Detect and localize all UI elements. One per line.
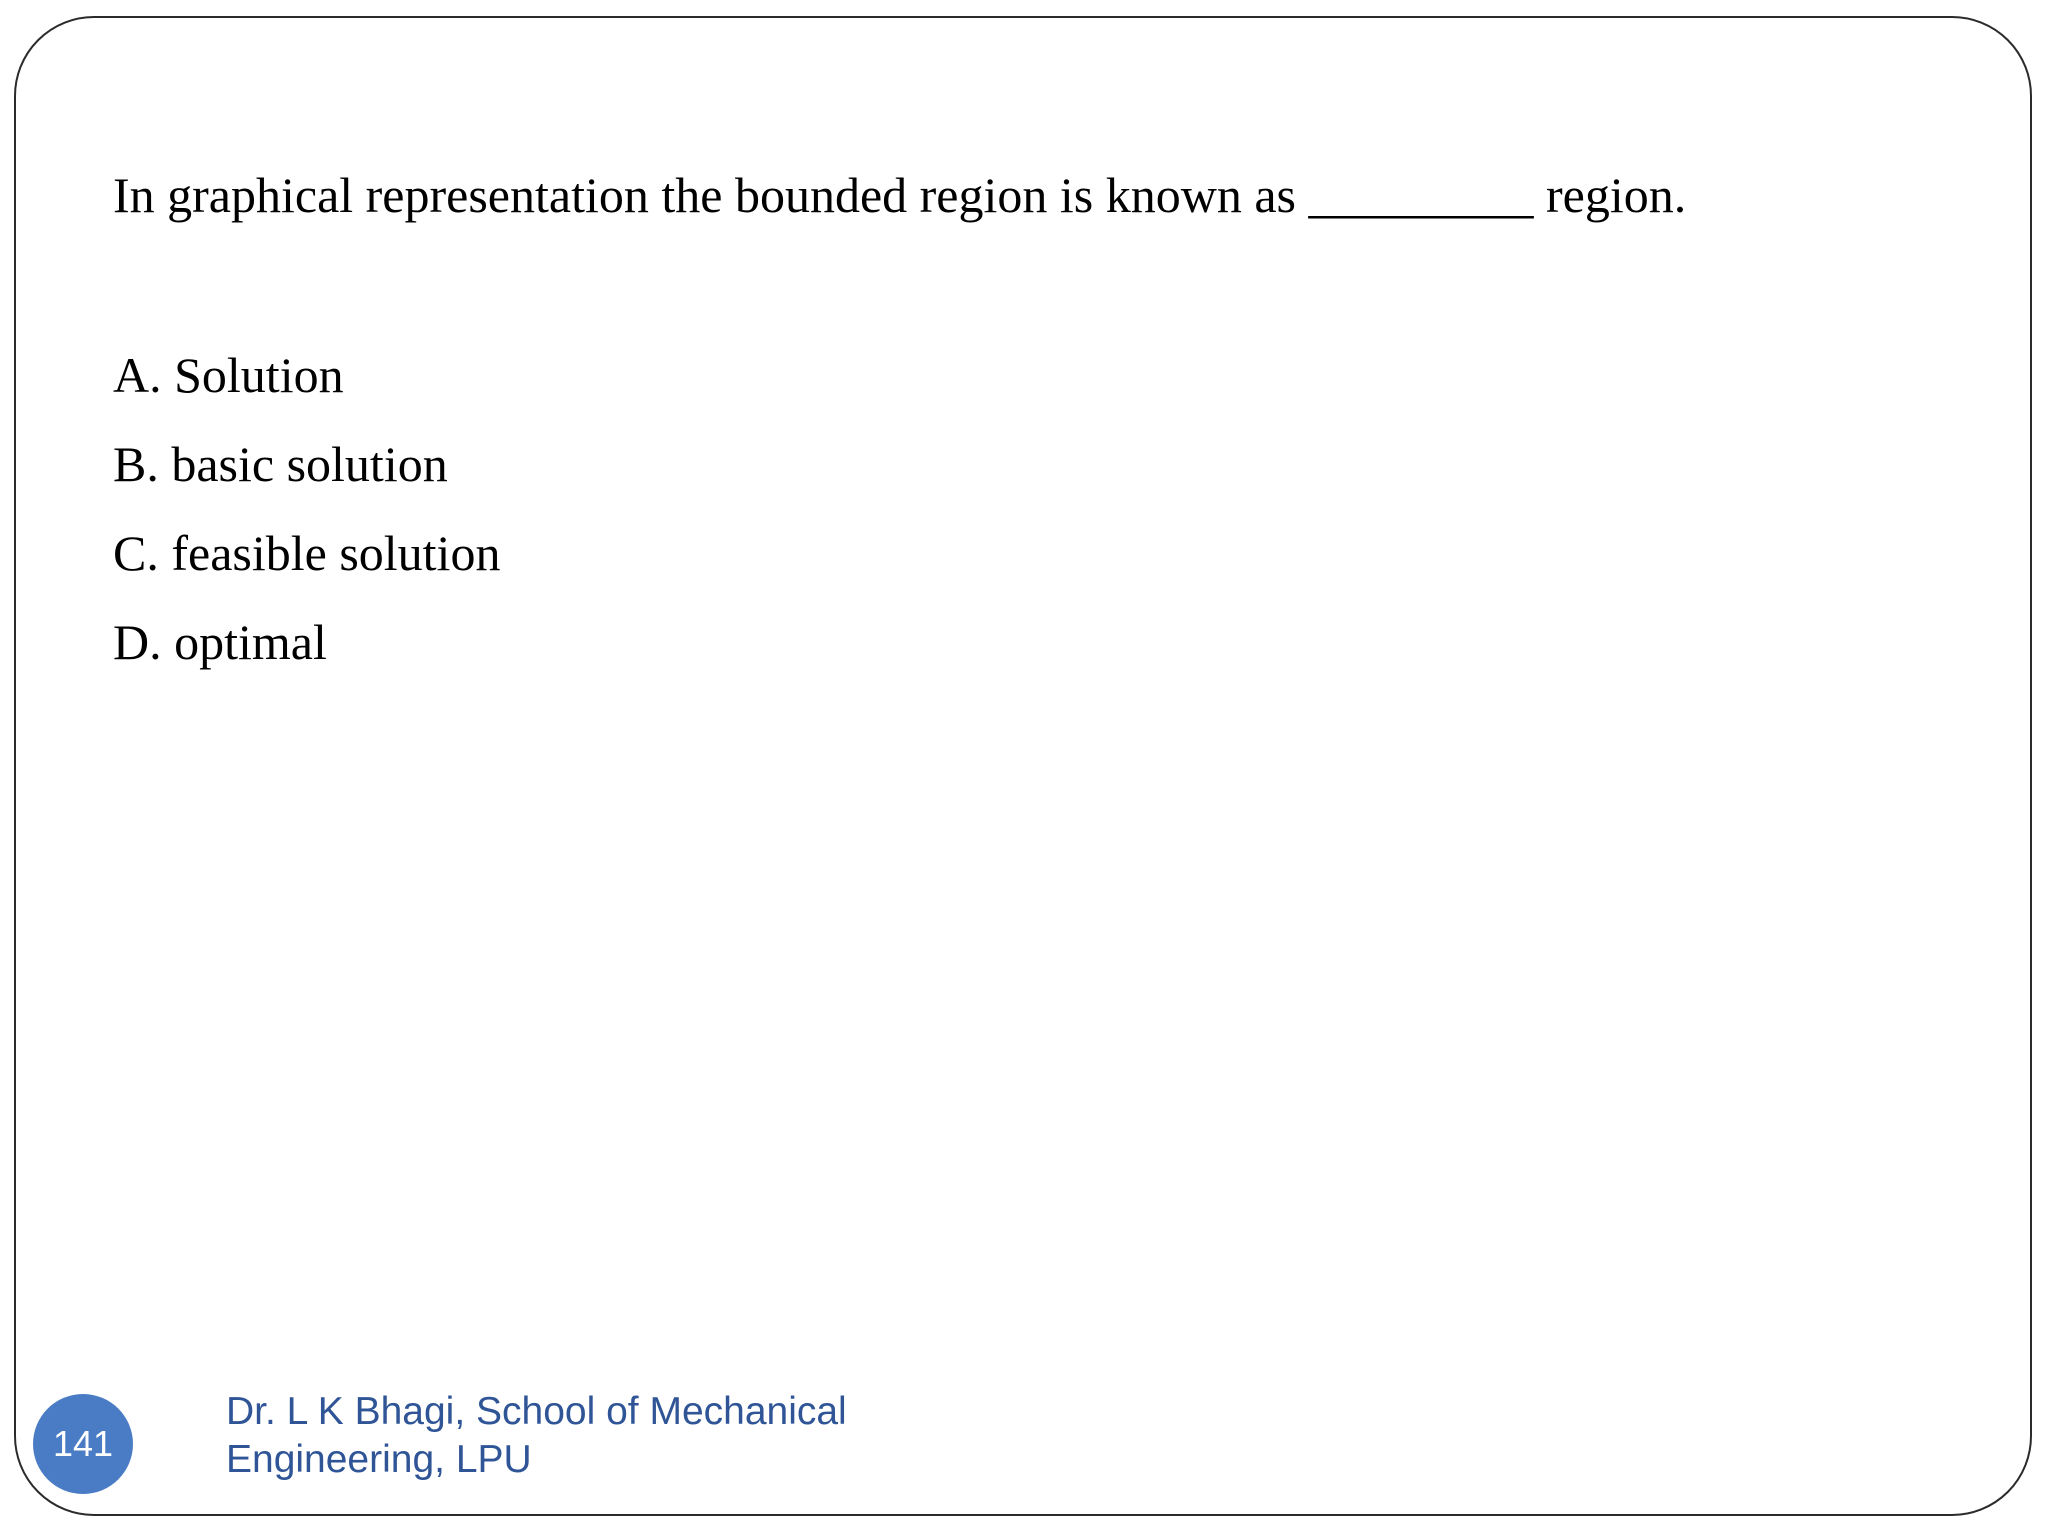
option-a: A. Solution (113, 347, 344, 403)
footer-author-line2: Engineering, LPU (226, 1438, 532, 1481)
page-number-badge: 141 (33, 1394, 133, 1494)
slide-frame (14, 16, 2032, 1516)
option-b: B. basic solution (113, 436, 448, 492)
option-c: C. feasible solution (113, 525, 501, 581)
answer-options (113, 345, 500, 701)
footer-author (226, 1388, 926, 1484)
question-text: In graphical representation the bounded region is known as _________ region. (113, 167, 1687, 223)
option-d: D. optimal (113, 614, 327, 670)
footer-author-line1: Dr. L K Bhagi, School of Mechanical (226, 1390, 847, 1433)
